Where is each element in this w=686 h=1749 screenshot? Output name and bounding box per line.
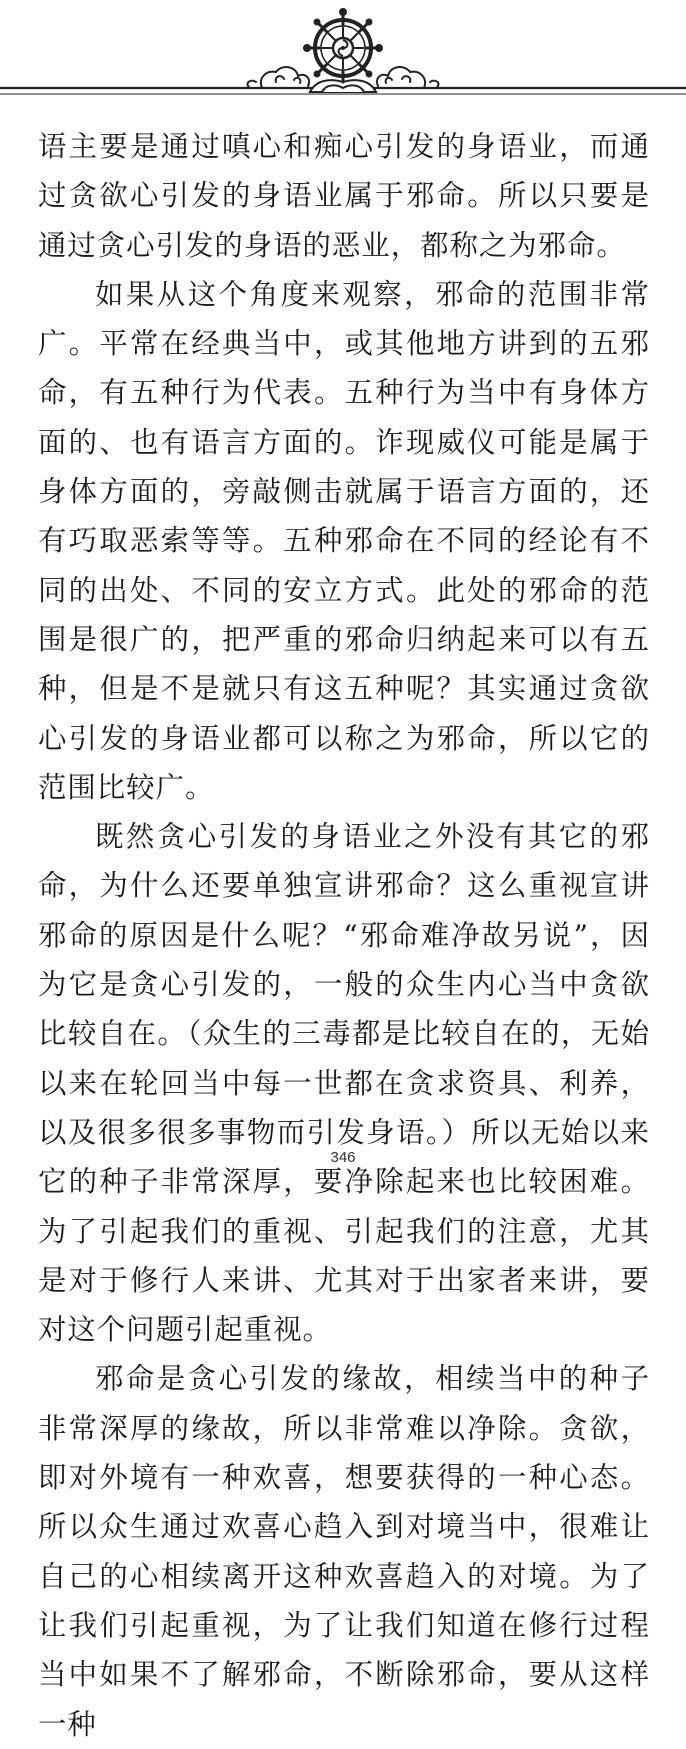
paragraph-2: 如果从这个角度来观察，邪命的范围非常广。平常在经典当中，或其他地方讲到的五邪命，有五种行为代表。五种行为当中有身体方面的、也有语言方面的。诈现威仪可能是属于身体方面的，旁敲侧击就属于语言方面的，还有巧取恶索等等。五种邪命在不同的经论有不同的出处、不同的安立方式。此处的邪命的范围是很广的，把严重的邪命归纳起来可以有五种，但是不是就只有这五种呢？其实通过贪欲心引发的身语业都可以称之为邪命，所以它的范围比较广。 <box>38 277 650 804</box>
dharma-wheel-ornament-icon <box>0 0 686 110</box>
paragraph-3: 既然贪心引发的身语业之外没有其它的邪命，为什么还要单独宣讲邪命？这么重视宣讲邪命的原因是什么呢？“邪命难净故另说”，因为它是贪心引发的，一般的众生内心当中贪欲比较自在。（众生的三毒都是比较自在的，无始以来在轮回当中每一世都在贪求资具、利养，以及很多很多事物而引发身语。）所以无始以来它的种子非常深厚，要净除起来也比较困难。为了引起我们的重视、引起我们的注意，尤其是对于修行人来讲、尤其对于出家者来讲，要对这个问题引起重视。 <box>38 820 650 1347</box>
page-number: 346 <box>330 1149 356 1166</box>
body-text <box>38 122 650 1749</box>
page-header-ornament <box>0 0 686 110</box>
paragraph-1: 语主要是通过嗔心和痴心引发的身语业，而通过贪欲心引发的身语业属于邪命。所以只要是通过贪心引发的身语的恶业，都称之为邪命。 <box>38 130 650 262</box>
paragraph-4: 邪命是贪心引发的缘故，相续当中的种子非常深厚的缘故，所以非常难以净除。贪欲，即对外境有一种欢喜，想要获得的一种心态。所以众生通过欢喜心趋入到对境当中，很难让自己的心相续离开这种欢喜趋入的对境。为了让我们引起重视，为了让我们知道在修行过程当中如果不了解邪命，不断除邪命，要从这样一种 <box>38 1362 650 1741</box>
